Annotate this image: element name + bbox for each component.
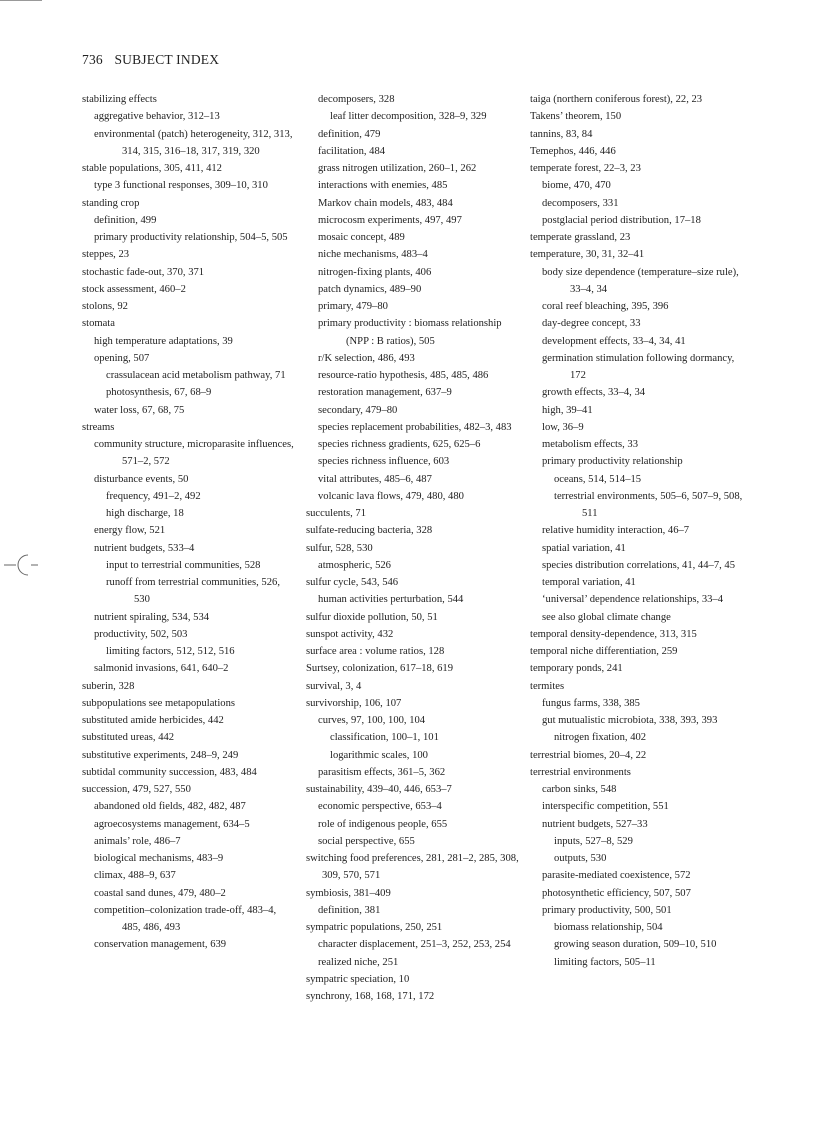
index-subentry: species distribution correlations, 41, 44–7, 45 xyxy=(542,559,736,571)
index-entry: surface area : volume ratios, 128 xyxy=(306,646,445,657)
index-entry: temperate grassland, 23 xyxy=(530,232,631,243)
index-subentry: classification, 100–1, 101 xyxy=(330,732,439,744)
index-entry: terrestrial environments xyxy=(530,766,631,778)
index-subentry: facilitation, 484 xyxy=(318,145,386,157)
index-subentry: Markov chain models, 483, 484 xyxy=(318,197,453,209)
running-header xyxy=(82,52,219,68)
index-column-3 xyxy=(530,91,750,971)
index-entry: succulents, 71 xyxy=(306,508,367,519)
index-subentry: definition, 479 xyxy=(318,128,381,140)
index-subentry: salmonid invasions, 641, 640–2 xyxy=(94,663,229,675)
index-subentry: animals’ role, 486–7 xyxy=(94,835,181,847)
index-subentry: parasitism effects, 361–5, 362 xyxy=(318,766,446,778)
index-subentry: relative humidity interaction, 46–7 xyxy=(542,525,690,537)
index-subentry: conservation management, 639 xyxy=(94,939,227,951)
index-entry: Takens’ theorem, 150 xyxy=(530,111,622,123)
index-entry: sulfur cycle, 543, 546 xyxy=(306,577,399,588)
index-subentry: primary productivity relationship xyxy=(542,456,683,468)
index-subentry: germination stimulation following dormancy, 172 xyxy=(542,352,735,381)
index-subentry: coral reef bleaching, 395, 396 xyxy=(542,301,669,312)
index-subentry: grass nitrogen utilization, 260–1, 262 xyxy=(318,163,477,174)
index-entry: taiga (northern coniferous forest), 22, 23 xyxy=(530,94,703,105)
index-entry: stomata xyxy=(82,318,115,330)
index-subentry: frequency, 491–2, 492 xyxy=(106,490,201,502)
index-entry: temporal niche differentiation, 259 xyxy=(530,646,678,657)
index-subentry: productivity, 502, 503 xyxy=(94,628,188,640)
index-subentry: primary productivity, 500, 501 xyxy=(542,904,672,916)
index-subentry: high, 39–41 xyxy=(542,404,593,416)
index-subentry: temporal variation, 41 xyxy=(542,577,636,588)
index-subentry: social perspective, 655 xyxy=(318,835,415,847)
index-subentry: opening, 507 xyxy=(94,352,150,364)
registration-mark xyxy=(4,550,38,580)
index-subentry: input to terrestrial communities, 528 xyxy=(106,559,261,571)
index-subentry: aggregative behavior, 312–13 xyxy=(94,111,220,123)
index-subentry: biological mechanisms, 483–9 xyxy=(94,853,224,864)
index-subentry: limiting factors, 512, 512, 516 xyxy=(106,646,235,657)
index-subentry: body size dependence (temperature–size rule), 33–4, 34 xyxy=(542,266,739,295)
index-subentry: limiting factors, 505–11 xyxy=(554,956,656,968)
index-subentry: disturbance events, 50 xyxy=(94,473,189,485)
index-entry: temporary ponds, 241 xyxy=(530,663,623,675)
index-subentry: growth effects, 33–4, 34 xyxy=(542,387,646,399)
index-subentry: human activities perturbation, 544 xyxy=(318,594,464,606)
index-entry: switching food preferences, 281, 281–2, 285, 308, 309, 570, 571 xyxy=(306,853,519,882)
index-subentry: nutrient budgets, 527–33 xyxy=(542,818,648,830)
index-entry: sulfate-reducing bacteria, 328 xyxy=(306,525,433,537)
index-subentry: postglacial period distribution, 17–18 xyxy=(542,214,701,226)
index-subentry: microcosm experiments, 497, 497 xyxy=(318,214,462,226)
index-subentry: day-degree concept, 33 xyxy=(542,318,641,330)
index-entry: temporal density-dependence, 313, 315 xyxy=(530,628,697,640)
index-entry: stock assessment, 460–2 xyxy=(82,283,186,295)
index-subentry: parasite-mediated coexistence, 572 xyxy=(542,870,691,882)
index-subentry: community structure, microparasite influences, 571–2, 572 xyxy=(94,439,294,468)
index-subentry: inputs, 527–8, 529 xyxy=(554,835,633,847)
index-subentry: secondary, 479–80 xyxy=(318,404,398,416)
index-subentry: development effects, 33–4, 34, 41 xyxy=(542,335,686,347)
index-subentry: coastal sand dunes, 479, 480–2 xyxy=(94,887,226,899)
index-subentry: high discharge, 18 xyxy=(106,508,184,519)
index-subentry: atmospheric, 526 xyxy=(318,559,391,571)
index-entry: stochastic fade-out, 370, 371 xyxy=(82,266,205,278)
page-number: 736 xyxy=(82,52,103,67)
index-subentry: decomposers, 331 xyxy=(542,197,619,209)
index-entry: suberin, 328 xyxy=(82,680,135,692)
index-entry: stabilizing effects xyxy=(82,94,157,105)
index-entry: substituted amide herbicides, 442 xyxy=(82,715,224,726)
index-subentry: volcanic lava flows, 479, 480, 480 xyxy=(318,490,464,502)
index-subentry: mosaic concept, 489 xyxy=(318,232,405,243)
index-entry: Surtsey, colonization, 617–18, 619 xyxy=(306,663,454,675)
index-entry: sulfur dioxide pollution, 50, 51 xyxy=(306,611,438,623)
index-subentry: character displacement, 251–3, 252, 253, 254 xyxy=(318,939,511,951)
index-subentry: definition, 499 xyxy=(94,214,157,226)
index-entry: temperature, 30, 31, 32–41 xyxy=(530,249,645,261)
index-subentry: outputs, 530 xyxy=(554,853,607,864)
index-entry: tannins, 83, 84 xyxy=(530,128,593,140)
index-entry: sympatric populations, 250, 251 xyxy=(306,922,443,933)
index-entry: terrestrial biomes, 20–4, 22 xyxy=(530,749,647,761)
index-entry: streams xyxy=(82,421,115,433)
index-subentry: nitrogen-fixing plants, 406 xyxy=(318,266,432,278)
index-subentry: curves, 97, 100, 100, 104 xyxy=(318,715,426,726)
index-subentry: biome, 470, 470 xyxy=(542,180,611,192)
index-entry: succession, 479, 527, 550 xyxy=(82,784,191,795)
index-subentry: biomass relationship, 504 xyxy=(554,922,663,933)
index-subentry: water loss, 67, 68, 75 xyxy=(94,404,185,416)
index-subentry: gut mutualistic microbiota, 338, 393, 393 xyxy=(542,715,718,726)
index-subentry: climax, 488–9, 637 xyxy=(94,870,176,882)
index-subentry: runoff from terrestrial communities, 526, 530 xyxy=(106,577,280,606)
index-entry: termites xyxy=(530,680,565,692)
index-subentry: growing season duration, 509–10, 510 xyxy=(554,939,717,951)
index-subentry: low, 36–9 xyxy=(542,421,584,433)
index-entry: survival, 3, 4 xyxy=(306,680,362,692)
index-subentry: see also global climate change xyxy=(542,611,671,623)
index-entry: stable populations, 305, 411, 412 xyxy=(82,163,222,174)
index-subentry: photosynthetic efficiency, 507, 507 xyxy=(542,887,691,899)
index-entry: substituted ureas, 442 xyxy=(82,732,175,744)
index-entry: subtidal community succession, 483, 484 xyxy=(82,766,257,778)
index-subentry: nitrogen fixation, 402 xyxy=(554,732,647,744)
index-subentry: leaf litter decomposition, 328–9, 329 xyxy=(330,111,487,123)
index-subentry: logarithmic scales, 100 xyxy=(330,749,428,761)
index-subentry: environmental (patch) heterogeneity, 312, 313, 314, 315, 316–18, 317, 319, 320 xyxy=(94,128,293,157)
index-entry: substitutive experiments, 248–9, 249 xyxy=(82,749,239,761)
index-entry: sunspot activity, 432 xyxy=(306,628,394,640)
index-subentry: type 3 functional responses, 309–10, 310 xyxy=(94,180,268,192)
index-entry: temperate forest, 22–3, 23 xyxy=(530,163,641,174)
index-subentry: spatial variation, 41 xyxy=(542,542,626,554)
index-subentry: species replacement probabilities, 482–3, 483 xyxy=(318,421,512,433)
index-subentry: agroecosystems management, 634–5 xyxy=(94,818,250,830)
index-subentry: nutrient budgets, 533–4 xyxy=(94,542,195,554)
index-subentry: economic perspective, 653–4 xyxy=(318,801,442,813)
index-subentry: interactions with enemies, 485 xyxy=(318,180,448,192)
index-subentry: high temperature adaptations, 39 xyxy=(94,335,233,347)
index-entry: symbiosis, 381–409 xyxy=(306,887,391,899)
index-subentry: niche mechanisms, 483–4 xyxy=(318,249,428,261)
index-subentry: ‘universal’ dependence relationships, 33–4 xyxy=(542,594,724,606)
index-subentry: crassulacean acid metabolism pathway, 71 xyxy=(106,370,286,381)
index-subentry: oceans, 514, 514–15 xyxy=(554,473,642,485)
index-subentry: patch dynamics, 489–90 xyxy=(318,283,422,295)
index-subentry: decomposers, 328 xyxy=(318,94,395,105)
index-entry: stolons, 92 xyxy=(82,301,128,312)
index-subentry: fungus farms, 338, 385 xyxy=(542,697,640,709)
index-subentry: realized niche, 251 xyxy=(318,956,399,968)
index-entry: subpopulations see metapopulations xyxy=(82,697,235,709)
page-title: SUBJECT INDEX xyxy=(114,52,220,67)
crop-mark xyxy=(0,0,42,4)
index-subentry: restoration management, 637–9 xyxy=(318,387,452,399)
index-entry: sulfur, 528, 530 xyxy=(306,542,373,554)
index-subentry: competition–colonization trade-off, 483–4, 485, 486, 493 xyxy=(94,904,277,933)
index-entry: sympatric speciation, 10 xyxy=(306,973,410,985)
index-subentry: species richness influence, 603 xyxy=(318,456,450,468)
index-entry: synchrony, 168, 168, 171, 172 xyxy=(306,991,435,1002)
index-subentry: role of indigenous people, 655 xyxy=(318,818,448,830)
index-column-2 xyxy=(306,91,520,1005)
index-subentry: terrestrial environments, 505–6, 507–9, 508, 511 xyxy=(554,490,743,519)
index-subentry: species richness gradients, 625, 625–6 xyxy=(318,439,481,450)
index-entry: steppes, 23 xyxy=(82,249,130,261)
index-subentry: metabolism effects, 33 xyxy=(542,439,639,450)
index-subentry: energy flow, 521 xyxy=(94,525,166,537)
index-subentry: nutrient spiraling, 534, 534 xyxy=(94,611,210,623)
index-entry: survivorship, 106, 107 xyxy=(306,697,402,709)
index-subentry: resource-ratio hypothesis, 485, 485, 486 xyxy=(318,370,489,381)
index-entry: standing crop xyxy=(82,197,140,209)
index-subentry: primary, 479–80 xyxy=(318,301,388,312)
index-subentry: carbon sinks, 548 xyxy=(542,784,617,795)
index-subentry: interspecific competition, 551 xyxy=(542,801,669,813)
index-subentry: vital attributes, 485–6, 487 xyxy=(318,473,432,485)
index-column-1 xyxy=(82,91,294,954)
index-subentry: r/K selection, 486, 493 xyxy=(318,352,415,364)
index-entry: Temephos, 446, 446 xyxy=(530,145,616,157)
index-subentry: photosynthesis, 67, 68–9 xyxy=(106,387,212,399)
index-subentry: definition, 381 xyxy=(318,904,381,916)
index-subentry: abandoned old fields, 482, 482, 487 xyxy=(94,801,246,813)
index-entry: sustainability, 439–40, 446, 653–7 xyxy=(306,784,452,795)
index-subentry: primary productivity : biomass relationship (NPP : B ratios), 505 xyxy=(318,318,502,347)
index-subentry: primary productivity relationship, 504–5, 505 xyxy=(94,232,288,243)
